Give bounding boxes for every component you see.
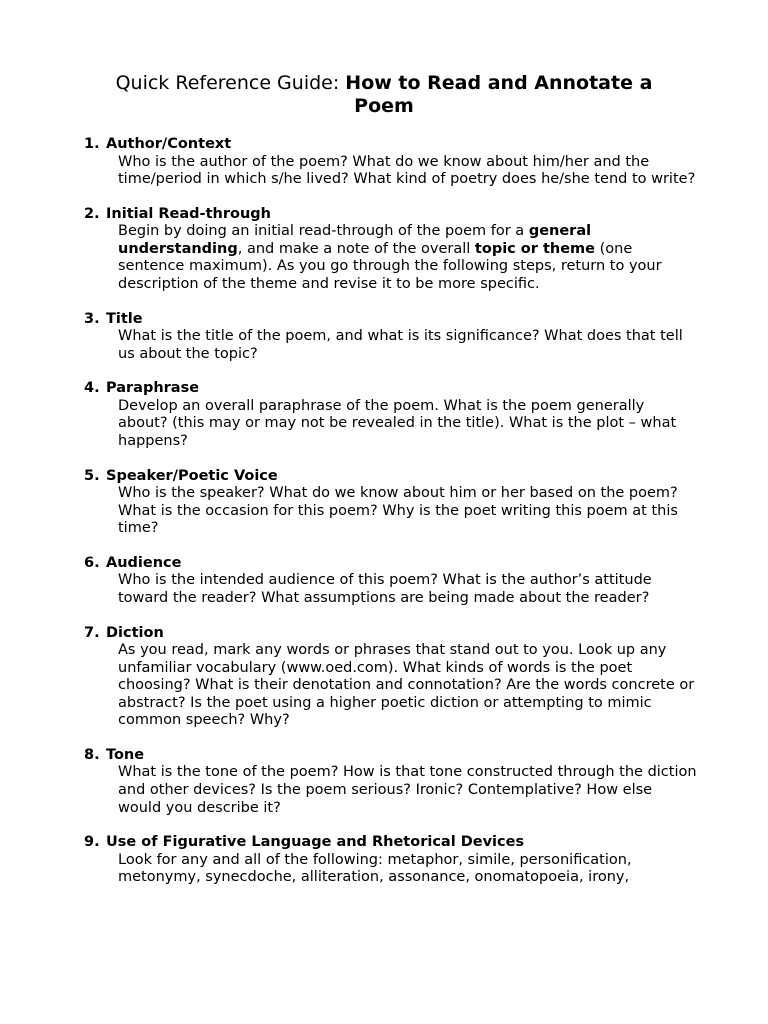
item-heading xyxy=(84,468,704,486)
list-item xyxy=(84,136,704,189)
item-heading xyxy=(84,834,704,852)
item-heading xyxy=(84,311,704,329)
item-text-part: (one sentence maximum). As you go through the following steps, return to your description of the theme and revise it to be more specific. xyxy=(118,240,662,292)
item-heading xyxy=(84,747,704,765)
item-text-part: Begin by doing an initial read-through of the poem for a xyxy=(118,223,529,240)
item-heading xyxy=(84,136,704,154)
list-item xyxy=(84,468,704,538)
item-number: 5. xyxy=(84,467,100,484)
list-item xyxy=(84,747,704,817)
item-text: Develop an overall paraphrase of the poem. What is the poem generally about? (this may or may not be revealed in the title). What is the plot – what happens? xyxy=(118,397,677,449)
item-text: What is the tone of the poem? How is that tone constructed through the diction and other devices? Is the poem serious? Ironic? Contemplative? How else would you describe it? xyxy=(118,764,697,816)
item-heading-text: Speaker/Poetic Voice xyxy=(106,467,278,484)
list-item xyxy=(84,311,704,364)
steps-list xyxy=(84,136,704,904)
item-text: Look for any and all of the following: metaphor, simile, personification, metonymy, synecdoche, alliteration, assonance, onomatopoeia, irony, xyxy=(118,851,632,886)
list-item xyxy=(84,206,704,294)
item-text xyxy=(118,223,698,293)
item-number: 7. xyxy=(84,624,100,641)
item-heading xyxy=(84,380,704,398)
item-heading-text: Use of Figurative Language and Rhetorical Devices xyxy=(106,834,525,851)
item-heading xyxy=(84,555,704,573)
item-text: Who is the intended audience of this poem? What is the author’s attitude toward the reader? What assumptions are being made about the reader? xyxy=(118,572,652,606)
item-text: Who is the author of the poem? What do we know about him/her and the time/period in which s/he lived? What kind of poetry does he/she tend to write? xyxy=(118,153,696,188)
item-text: Who is the speaker? What do we know about him or her based on the poem? What is the occasion for this poem? Why is the poet writing this poem at this time? xyxy=(118,485,678,537)
title-main: How to Read and Annotate a Poem xyxy=(345,72,653,117)
item-heading-text: Tone xyxy=(106,746,145,763)
title-prefix: Quick Reference Guide: xyxy=(115,72,346,94)
item-number: 9. xyxy=(84,834,100,851)
item-number: 1. xyxy=(84,136,100,152)
list-item xyxy=(84,555,704,608)
item-heading-text: Title xyxy=(106,310,143,327)
list-item xyxy=(84,834,704,887)
item-text: As you read, mark any words or phrases that stand out to you. Look up any unfamiliar vocabulary (www.oed.com). What kinds of words is the poet choosing? What is their denotation and connotation? Are the words concrete or abstract? Is the poet using a higher poetic diction or attempting to mimic common speech? Why? xyxy=(118,642,695,729)
item-text-part: , and make a note of the overall xyxy=(237,240,475,257)
item-number: 2. xyxy=(84,205,100,222)
item-heading-text: Paraphrase xyxy=(106,380,200,397)
item-heading xyxy=(84,625,704,643)
item-number: 3. xyxy=(84,310,100,327)
item-number: 6. xyxy=(84,554,100,571)
item-heading-text: Author/Context xyxy=(106,136,232,152)
item-heading-text: Diction xyxy=(106,624,164,641)
item-heading-text: Audience xyxy=(106,554,182,571)
page-title xyxy=(90,72,678,118)
item-text-emphasis: general understanding xyxy=(118,223,592,257)
list-item xyxy=(84,380,704,450)
item-heading-text: Initial Read-through xyxy=(106,205,271,222)
item-number: 8. xyxy=(84,746,100,763)
item-text-emphasis: topic or theme xyxy=(474,240,595,257)
item-heading xyxy=(84,206,704,224)
item-text: What is the title of the poem, and what is its significance? What does that tell us about the topic? xyxy=(118,328,683,362)
list-item xyxy=(84,625,704,730)
item-number: 4. xyxy=(84,380,100,397)
